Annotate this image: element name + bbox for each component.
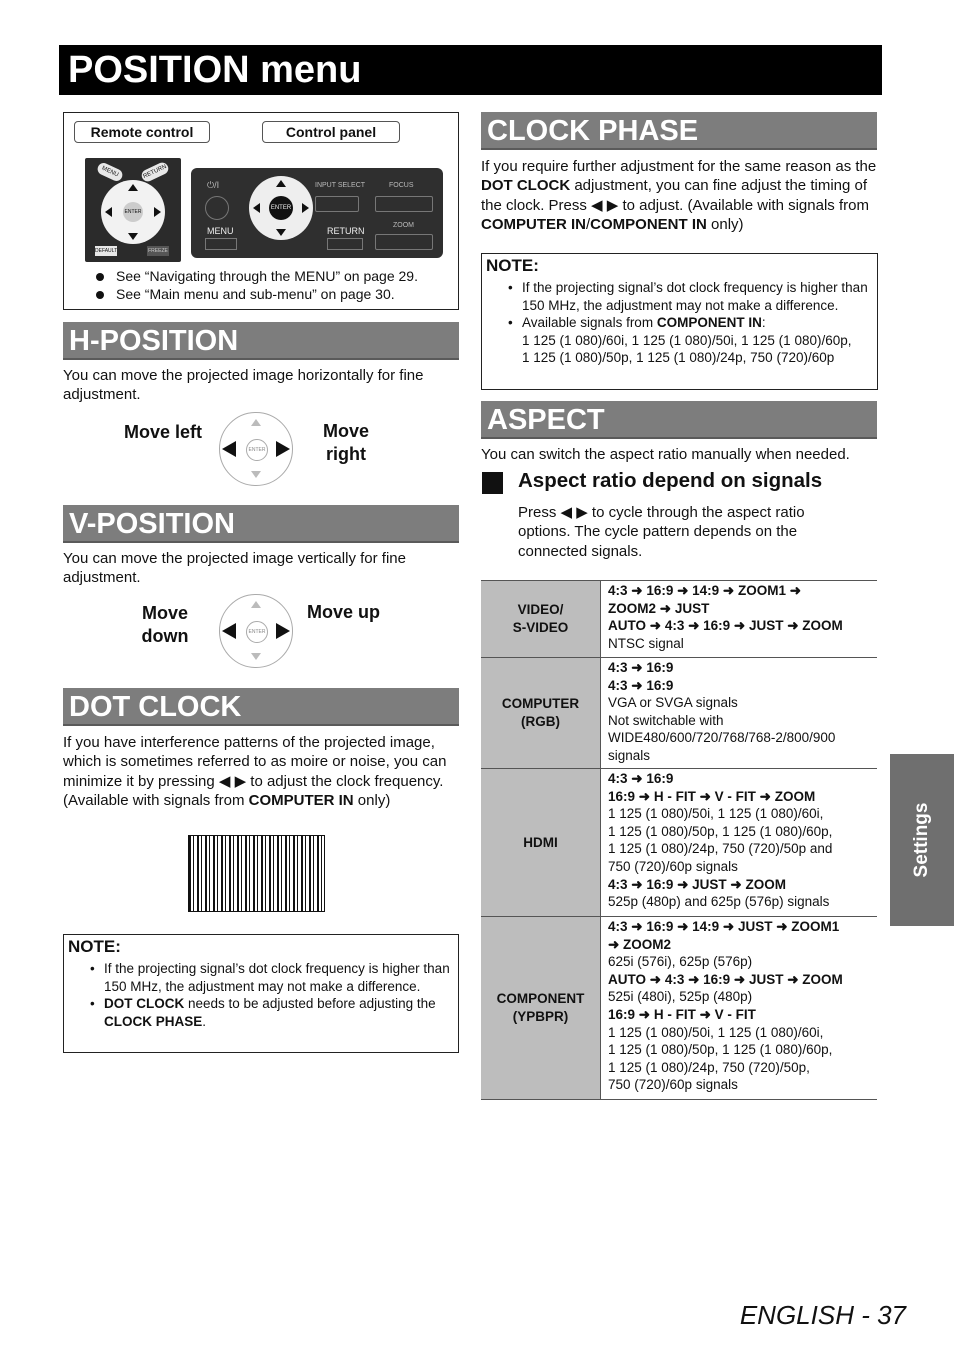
signal-type-cell: HDMI bbox=[481, 769, 601, 917]
dot-clock-text: If you have interference patterns of the projected image, which is sometimes referred to as moire or noise, you can minimize it by pressing ◀ ▶ to adjust the clock frequency. (Available with signals from COMPUTER IN only) bbox=[63, 734, 447, 809]
up-arrow-icon bbox=[251, 419, 261, 426]
zoom-label: ZOOM bbox=[393, 222, 414, 229]
cycle-line: 750 (720)/60p signals bbox=[608, 1077, 738, 1093]
up-arrow-icon bbox=[128, 184, 138, 191]
v-position-text: You can move the projected image vertically for fine adjustment. bbox=[63, 550, 406, 587]
pad-enter-button: ENTER bbox=[246, 621, 268, 643]
power-label: ⏻/I bbox=[207, 180, 220, 190]
square-bullet-icon bbox=[482, 472, 503, 494]
control-panel-label: Control panel bbox=[262, 121, 400, 143]
aspect-cycle-cell bbox=[601, 769, 878, 917]
bullet-icon bbox=[96, 273, 104, 281]
panel-dpad bbox=[249, 176, 313, 240]
input-select-button bbox=[315, 196, 359, 212]
move-up-label: Move up bbox=[307, 602, 381, 622]
down-arrow-icon bbox=[128, 233, 138, 240]
reference-list bbox=[96, 267, 418, 303]
controls-box bbox=[63, 112, 459, 310]
reference-item: See “Navigating through the MENU” on page 29. bbox=[96, 267, 418, 285]
cycle-line: 625i (576i), 625p (576p) bbox=[608, 954, 753, 970]
remote-control-label: Remote control bbox=[74, 121, 210, 143]
cycle-line: 1 125 (1 080)/50p, 1 125 (1 080)/60p, bbox=[608, 1042, 833, 1058]
table-row bbox=[481, 917, 877, 1100]
remote-freeze-button: FREEZE bbox=[148, 248, 168, 254]
zoom-button bbox=[375, 234, 433, 250]
cycle-line: 4:3 ➜ 16:9 ➜ 14:9 ➜ ZOOM1 ➜ bbox=[608, 583, 802, 598]
table-row bbox=[481, 658, 877, 769]
move-right-label: Move right bbox=[322, 421, 369, 464]
note-item: • Available signals from COMPONENT IN: bbox=[508, 314, 873, 332]
input-select-label: INPUT SELECT bbox=[315, 182, 366, 189]
cycle-line: 4:3 ➜ 16:9 bbox=[608, 660, 674, 675]
panel-menu-label: MENU bbox=[207, 226, 234, 236]
down-arrow-icon bbox=[276, 229, 286, 236]
cycle-line: 16:9 ➜ H - FIT ➜ V - FIT bbox=[608, 1006, 756, 1022]
note-item: • If the projecting signal’s dot clock frequency is higher than 150 MHz, the adjustment may not make a difference. bbox=[508, 279, 873, 314]
cycle-line: 4:3 ➜ 16:9 bbox=[608, 771, 674, 786]
h-position-text: You can move the projected image horizontally for fine adjustment. bbox=[63, 367, 424, 404]
cycle-line: WIDE480/600/720/768/768-2/800/900 bbox=[608, 730, 836, 746]
cycle-line: 525i (480i), 525p (480p) bbox=[608, 989, 753, 1005]
aspect-sub-text: Press ◀ ▶ to cycle through the aspect ratio options. The cycle pattern depends on the connected signals. bbox=[518, 504, 805, 560]
right-arrow-icon bbox=[154, 207, 161, 217]
right-arrow-icon bbox=[276, 623, 290, 639]
table-row bbox=[481, 769, 877, 917]
aspect-cycle-cell bbox=[601, 917, 878, 1100]
cycle-line: Not switchable with bbox=[608, 712, 724, 728]
reference-item: See “Main menu and sub-menu” on page 30. bbox=[96, 285, 418, 303]
control-panel-image bbox=[191, 168, 443, 258]
h-position-pad bbox=[219, 412, 293, 486]
power-button bbox=[205, 196, 229, 220]
cycle-line: 525p (480p) and 625p (576p) signals bbox=[608, 894, 830, 910]
cycle-line: 4:3 ➜ 16:9 ➜ JUST ➜ ZOOM bbox=[608, 876, 786, 892]
move-down-label: Move down bbox=[141, 603, 189, 646]
right-arrow-icon bbox=[276, 441, 290, 457]
up-arrow-icon bbox=[276, 180, 286, 187]
clock-phase-text: If you require further adjustment for the same reason as the DOT CLOCK adjustment, you can fine adjust the timing of the clock. Press ◀ ▶ to adjust. (Available with signals from COMPUTER IN/COMPONENT IN only) bbox=[481, 158, 877, 233]
moire-pattern-image bbox=[188, 835, 325, 912]
note-list bbox=[508, 279, 873, 367]
clock-phase-heading: CLOCK PHASE bbox=[481, 112, 877, 150]
aspect-sub-heading: Aspect ratio depend on signals bbox=[518, 469, 823, 492]
cycle-line: VGA or SVGA signals bbox=[608, 695, 738, 711]
remote-enter-button: ENTER bbox=[123, 202, 143, 222]
cycle-line: 1 125 (1 080)/50i, 1 125 (1 080)/60i, bbox=[608, 806, 824, 822]
signal-type-cell: COMPONENT (YPBPR) bbox=[481, 917, 601, 1100]
note-item: • If the projecting signal’s dot clock frequency is higher than 150 MHz, the adjustment may not make a difference. bbox=[90, 960, 454, 995]
remote-default-button: DEFAULT bbox=[95, 248, 118, 254]
cycle-line: 1 125 (1 080)/24p, 750 (720)/50p and bbox=[608, 841, 833, 857]
v-position-pad bbox=[219, 594, 293, 668]
cycle-line: 1 125 (1 080)/50p, 1 125 (1 080)/60p, bbox=[608, 823, 833, 839]
cycle-line: 16:9 ➜ H - FIT ➜ V - FIT ➜ ZOOM bbox=[608, 788, 816, 804]
note-heading: NOTE: bbox=[486, 256, 539, 275]
panel-return-label: RETURN bbox=[327, 226, 365, 236]
cycle-line: 1 125 (1 080)/24p, 750 (720)/50p, bbox=[608, 1059, 810, 1075]
down-arrow-icon bbox=[251, 653, 261, 660]
remote-menu-button: MENU bbox=[96, 161, 125, 183]
v-position-heading: V-POSITION bbox=[63, 505, 459, 543]
aspect-table bbox=[481, 580, 877, 1100]
note-heading: NOTE: bbox=[68, 937, 121, 956]
note-signal-line: 1 125 (1 080)/50p, 1 125 (1 080)/24p, 750 (720)/60p bbox=[522, 350, 835, 366]
settings-side-tab: Settings bbox=[890, 754, 954, 926]
aspect-heading: ASPECT bbox=[481, 401, 877, 439]
left-arrow-icon bbox=[222, 441, 236, 457]
cycle-line: ➜ ZOOM2 bbox=[608, 936, 672, 952]
signal-type-cell: COMPUTER (RGB) bbox=[481, 658, 601, 769]
clock-phase-note bbox=[481, 253, 878, 390]
dot-clock-note bbox=[63, 934, 459, 1053]
table-row bbox=[481, 581, 877, 658]
cycle-line: ZOOM2 ➜ JUST bbox=[608, 600, 710, 616]
cycle-line: 1 125 (1 080)/50i, 1 125 (1 080)/60i, bbox=[608, 1024, 824, 1040]
left-arrow-icon bbox=[222, 623, 236, 639]
down-arrow-icon bbox=[251, 471, 261, 478]
cycle-line: NTSC signal bbox=[608, 635, 684, 651]
aspect-cycle-cell bbox=[601, 581, 878, 658]
remote-return-button: RETURN bbox=[140, 161, 170, 184]
cycle-line: AUTO ➜ 4:3 ➜ 16:9 ➜ JUST ➜ ZOOM bbox=[608, 971, 843, 987]
cycle-line: 4:3 ➜ 16:9 ➜ 14:9 ➜ JUST ➜ ZOOM1 bbox=[608, 919, 840, 934]
left-arrow-icon bbox=[105, 207, 112, 217]
remote-dpad bbox=[101, 180, 165, 244]
note-signal-line: 1 125 (1 080)/60i, 1 125 (1 080)/50i, 1 125 (1 080)/60p, bbox=[522, 332, 852, 348]
dot-clock-heading: DOT CLOCK bbox=[63, 688, 459, 726]
up-arrow-icon bbox=[251, 601, 261, 608]
left-arrow-icon bbox=[253, 203, 260, 213]
panel-enter-button: ENTER bbox=[269, 196, 293, 220]
signal-type-cell: VIDEO/ S-VIDEO bbox=[481, 581, 601, 658]
cycle-line: signals bbox=[608, 747, 651, 763]
remote-control-image bbox=[85, 158, 181, 262]
h-position-heading: H-POSITION bbox=[63, 322, 459, 360]
panel-menu-button bbox=[205, 238, 237, 250]
focus-label: FOCUS bbox=[389, 182, 414, 189]
cycle-line: AUTO ➜ 4:3 ➜ 16:9 ➜ JUST ➜ ZOOM bbox=[608, 618, 843, 634]
aspect-text: You can switch the aspect ratio manually when needed. bbox=[481, 446, 850, 463]
note-list bbox=[90, 960, 454, 1030]
move-left-label: Move left bbox=[124, 422, 203, 442]
focus-button bbox=[375, 196, 433, 212]
pad-enter-button: ENTER bbox=[246, 439, 268, 461]
panel-return-button bbox=[327, 238, 363, 250]
note-item: • DOT CLOCK needs to be adjusted before adjusting the CLOCK PHASE. bbox=[90, 995, 454, 1030]
page-title: POSITION menu bbox=[59, 45, 882, 95]
aspect-cycle-cell bbox=[601, 658, 878, 769]
cycle-line: 4:3 ➜ 16:9 bbox=[608, 677, 674, 693]
page-number: ENGLISH - 37 bbox=[739, 1300, 906, 1330]
cycle-line: 750 (720)/60p signals bbox=[608, 858, 738, 874]
right-arrow-icon bbox=[302, 203, 309, 213]
bullet-icon bbox=[96, 291, 104, 299]
